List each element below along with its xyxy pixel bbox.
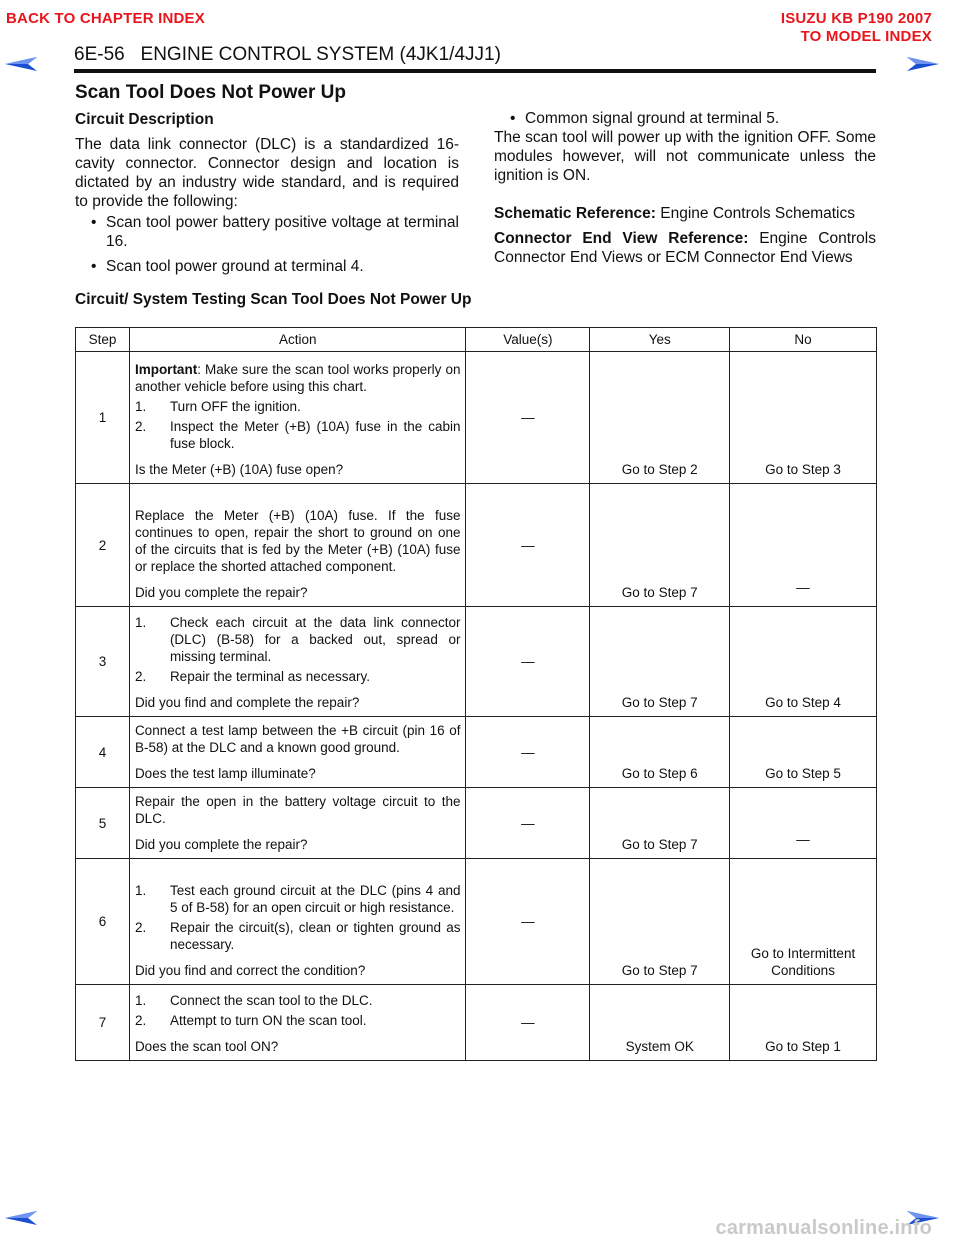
step-instruction: Repair the open in the battery voltage circuit to the DLC.	[134, 794, 461, 826]
back-to-chapter-index-link[interactable]: BACK TO CHAPTER INDEX	[6, 10, 205, 27]
step-value: —	[466, 717, 590, 788]
list-item: • Scan tool power ground at terminal 4.	[75, 257, 459, 276]
action-list	[135, 992, 461, 1029]
step-no-result	[730, 859, 877, 985]
step-no-result: Go to Step 3	[730, 352, 877, 484]
terminal-list-continued	[494, 109, 876, 128]
action-column-header: Action	[129, 328, 466, 352]
no-result-line: Conditions	[771, 963, 835, 978]
no-result-line: Go to Intermittent	[750, 946, 856, 961]
diagnostic-table	[75, 327, 877, 1061]
step-action	[129, 484, 466, 607]
table-title: Circuit/ System Testing Scan Tool Does Not Power Up	[75, 291, 472, 308]
step-column-header: Step	[76, 328, 130, 352]
list-item: 1. Connect the scan tool to the DLC.	[134, 993, 373, 1008]
model-name-label: ISUZU KB P190 2007	[780, 10, 932, 27]
step-no-result: Go to Step 4	[730, 607, 877, 717]
step-question: Does the test lamp illuminate?	[134, 766, 316, 781]
step-value: —	[466, 788, 590, 859]
action-list	[135, 614, 461, 685]
step-question: Did you complete the repair?	[134, 585, 308, 600]
table-row	[76, 607, 877, 717]
step-yes-result: Go to Step 7	[590, 788, 730, 859]
step-yes-result: Go to Step 7	[590, 484, 730, 607]
step-number: 4	[76, 717, 130, 788]
step-question: Is the Meter (+B) (10A) fuse open?	[134, 462, 344, 477]
step-number: 2	[76, 484, 130, 607]
table-row	[76, 859, 877, 985]
list-item: 1. Test each ground circuit at the DLC (pins 4 and 5 of B-58) for an open circuit or high resistance.	[134, 883, 461, 915]
step-action	[129, 985, 466, 1061]
step-yes-result: Go to Step 7	[590, 607, 730, 717]
circuit-description-column	[75, 110, 459, 276]
schematic-reference	[494, 204, 876, 223]
list-item: 2. Attempt to turn ON the scan tool.	[134, 1013, 367, 1028]
step-no-result: —	[730, 788, 877, 859]
step-value: —	[466, 859, 590, 985]
step-number: 5	[76, 788, 130, 859]
step-value: —	[466, 352, 590, 484]
step-action	[129, 859, 466, 985]
connector-reference-value: Engine Controls Connector End Views or ECM Connector End Views	[494, 230, 876, 266]
model-index-link[interactable]	[781, 10, 932, 46]
step-number: 1	[76, 352, 130, 484]
step-yes-result: Go to Step 7	[590, 859, 730, 985]
step-no-result: Go to Step 5	[730, 717, 877, 788]
connector-reference	[494, 229, 876, 267]
important-label: Important	[134, 362, 198, 377]
step-action	[129, 607, 466, 717]
list-item: 2. Inspect the Meter (+B) (10A) fuse in the cabin fuse block.	[134, 419, 461, 451]
list-item: 1. Turn OFF the ignition.	[134, 399, 301, 414]
action-list	[135, 882, 461, 953]
no-column-header: No	[730, 328, 877, 352]
schematic-reference-value: Engine Controls Schematics	[660, 205, 855, 222]
terminal-list	[75, 213, 459, 276]
step-number: 6	[76, 859, 130, 985]
step-action	[129, 788, 466, 859]
step-yes-result: Go to Step 2	[590, 352, 730, 484]
table-row	[76, 352, 877, 484]
list-item: • Scan tool power battery positive voltage at terminal 16.	[75, 213, 459, 251]
previous-page-arrow-bottom-icon[interactable]	[4, 1210, 38, 1226]
to-model-index-label: TO MODEL INDEX	[800, 28, 932, 45]
list-item: 2. Repair the circuit(s), clean or tighten ground as necessary.	[134, 920, 461, 952]
step-value: —	[466, 985, 590, 1061]
step-no-result: —	[730, 484, 877, 607]
step-question: Does the scan tool ON?	[134, 1039, 279, 1054]
step-instruction: Connect a test lamp between the +B circuit (pin 16 of B-58) at the DLC and a known good ground.	[134, 723, 461, 755]
connector-reference-label: Connector End View Reference:	[494, 230, 749, 247]
schematic-reference-label: Schematic Reference:	[494, 205, 656, 222]
step-question: Did you complete the repair?	[134, 837, 308, 852]
step-yes-result: System OK	[590, 985, 730, 1061]
step-question: Did you find and correct the condition?	[134, 963, 366, 978]
table-row	[76, 484, 877, 607]
step-action	[129, 352, 466, 484]
circuit-description-heading: Circuit Description	[75, 111, 214, 128]
table-row	[76, 985, 877, 1061]
list-item: 2. Repair the terminal as necessary.	[134, 669, 371, 684]
step-number: 7	[76, 985, 130, 1061]
table-header-row	[76, 328, 877, 352]
value-column-header: Value(s)	[466, 328, 590, 352]
header-rule	[74, 69, 876, 73]
step-question: Did you find and complete the repair?	[134, 695, 360, 710]
power-note-text: The scan tool will power up with the ignition OFF. Some modules however, will not communicate unless the ignition is ON.	[494, 129, 876, 184]
step-yes-result: Go to Step 6	[590, 717, 730, 788]
action-list	[135, 398, 461, 452]
watermark-text: carmanualsonline.info	[715, 1217, 932, 1239]
page-header: 6E-56 ENGINE CONTROL SYSTEM (4JK1/4JJ1)	[74, 44, 501, 65]
next-page-arrow-icon[interactable]	[906, 56, 940, 72]
circuit-description-text: The data link connector (DLC) is a standardized 16-cavity connector. Connector design and location is dictated by an industry wide standard, and is required to provide the following:	[75, 136, 459, 210]
step-instruction: Replace the Meter (+B) (10A) fuse. If the fuse continues to open, repair the short to ground on one of the circuits that is fed by the Meter (+B) (10A) fuse or replace the shorted attached component.	[134, 508, 461, 574]
circuit-description-continued	[494, 109, 876, 267]
list-item: 1. Check each circuit at the data link connector (DLC) (B-58) for a backed out, spread or missing terminal.	[134, 615, 461, 664]
important-note	[135, 361, 461, 395]
step-no-result: Go to Step 1	[730, 985, 877, 1061]
step-action	[129, 717, 466, 788]
step-number: 3	[76, 607, 130, 717]
step-value: —	[466, 484, 590, 607]
table-row	[76, 788, 877, 859]
table-row	[76, 717, 877, 788]
section-title: Scan Tool Does Not Power Up	[75, 82, 346, 103]
yes-column-header: Yes	[590, 328, 730, 352]
previous-page-arrow-icon[interactable]	[4, 56, 38, 72]
step-value: —	[466, 607, 590, 717]
important-text: : Make sure the scan tool works properly on another vehicle before using this chart.	[134, 362, 461, 394]
list-item: • Common signal ground at terminal 5.	[494, 109, 876, 128]
